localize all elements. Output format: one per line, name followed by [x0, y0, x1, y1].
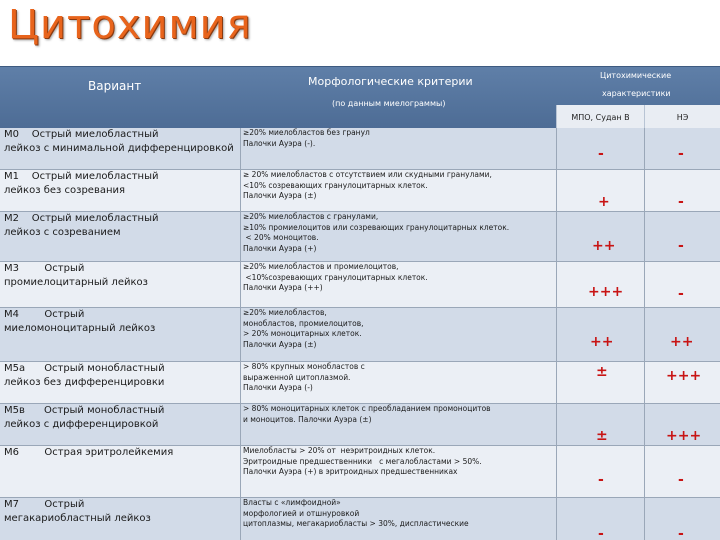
- table-row: [0, 446, 720, 498]
- variant-line: М5а Острый монобластный: [4, 363, 165, 374]
- variant-line: М5в Острый монобластный: [4, 405, 165, 416]
- morph-line: ≥20% миелобластов и промиелоцитов,: [243, 262, 399, 271]
- morph-line: Палочки Ауэра (-).: [243, 138, 316, 148]
- column-divider: [556, 404, 557, 445]
- morph-line: ≥ 20% миелобластов с отсутствием или скудными гранулами,: [243, 170, 492, 179]
- header-morph-subtitle: (по данным миелограммы): [332, 99, 446, 108]
- ne-result: +++: [666, 428, 702, 444]
- mpo-result: +: [598, 194, 610, 210]
- mpo-result: ++: [592, 238, 616, 254]
- ne-result: -: [678, 238, 684, 254]
- morph-line: ≥20% миелобластов,: [243, 308, 327, 317]
- mpo-result: +++: [588, 284, 624, 300]
- ne-result: +++: [666, 368, 702, 384]
- column-divider: [644, 262, 645, 307]
- morph-cell: [240, 212, 540, 262]
- variant-line: лейкоз с дифференцировкой: [4, 419, 159, 430]
- variant-cell: [4, 212, 232, 240]
- morph-line: Власты с «лимфоидной»: [243, 498, 341, 507]
- morph-line: <10% созревающих гранулоцитарных клеток.: [243, 180, 428, 190]
- column-divider: [644, 128, 645, 169]
- morph-line: Палочки Ауэра (++): [243, 283, 323, 292]
- mpo-result: -: [598, 146, 604, 162]
- mpo-result: ±: [596, 428, 608, 444]
- column-divider: [644, 404, 645, 445]
- mpo-result: -: [598, 526, 604, 540]
- variant-line: М0 Острый миелобластный: [4, 129, 159, 140]
- variant-line: М7 Острый: [4, 499, 85, 510]
- morph-line: Палочки Ауэра (-): [243, 383, 313, 392]
- header-ne: НЭ: [644, 105, 720, 129]
- column-divider: [644, 362, 645, 403]
- column-divider: [644, 308, 645, 361]
- variant-line: М3 Острый: [4, 263, 85, 274]
- ne-result: ++: [670, 334, 694, 350]
- variant-line: промиелоцитарный лейкоз: [4, 277, 148, 288]
- table-row: [0, 498, 720, 540]
- variant-line: лейкоз с минимальной дифференцировкой: [4, 143, 234, 154]
- variant-cell: [4, 262, 232, 290]
- morph-cell: [240, 128, 540, 170]
- morph-cell: [240, 446, 540, 498]
- morph-line: ≥10% промиелоцитов или созревающих гранулоцитарных клеток.: [243, 222, 510, 232]
- column-divider: [644, 170, 645, 211]
- column-divider: [556, 128, 557, 169]
- morph-cell: [240, 362, 540, 404]
- table-header: [0, 66, 720, 128]
- variant-cell: [4, 128, 232, 156]
- column-divider: [556, 262, 557, 307]
- column-divider: [556, 446, 557, 497]
- variant-line: лейкоз без дифференцировки: [4, 377, 165, 388]
- morph-line: и моноцитов. Палочки Ауэра (±): [243, 414, 372, 424]
- column-divider: [644, 212, 645, 261]
- mpo-result: ±: [596, 364, 608, 380]
- column-divider: [556, 362, 557, 403]
- table-row: [0, 170, 720, 212]
- morph-line: ≥20% миелобластов с гранулами,: [243, 212, 379, 221]
- ne-result: -: [678, 286, 684, 302]
- morph-cell: [240, 404, 540, 446]
- morph-cell: [240, 170, 540, 212]
- header-morph-criteria: Морфологические критерии: [308, 75, 473, 88]
- mpo-result: -: [598, 472, 604, 488]
- variant-line: М2 Острый миелобластный: [4, 213, 159, 224]
- variant-cell: [4, 404, 232, 432]
- variant-line: лейкоз с созреванием: [4, 227, 121, 238]
- variant-cell: [4, 362, 232, 390]
- variant-cell: [4, 170, 232, 198]
- variant-cell: [4, 308, 232, 336]
- ne-result: -: [678, 472, 684, 488]
- morph-line: > 80% моноцитарных клеток с преобладанием промоноцитов: [243, 404, 491, 413]
- morph-line: Палочки Ауэра (±): [243, 339, 317, 349]
- column-divider: [644, 498, 645, 540]
- morph-cell: [240, 308, 540, 362]
- mpo-result: ++: [590, 334, 614, 350]
- morph-line: монобластов, промиелоцитов,: [243, 318, 364, 328]
- table-row: [0, 128, 720, 170]
- table-row: [0, 212, 720, 262]
- variant-line: лейкоз без созревания: [4, 185, 126, 196]
- column-divider: [556, 498, 557, 540]
- ne-result: -: [678, 146, 684, 162]
- variant-cell: [4, 498, 232, 526]
- column-divider: [556, 170, 557, 211]
- morph-line: цитоплазмы, мегакариобласты > 30%, диспластические: [243, 519, 469, 528]
- morph-line: > 80% крупных монобластов с: [243, 362, 365, 371]
- variant-line: М4 Острый: [4, 309, 85, 320]
- morph-line: Палочки Ауэра (±): [243, 191, 317, 200]
- table-row: [0, 362, 720, 404]
- morph-cell: [240, 262, 540, 308]
- morph-line: > 20% моноцитарных клеток.: [243, 329, 362, 338]
- morph-line: < 20% моноцитов.: [243, 233, 319, 242]
- header-variant: Вариант: [88, 79, 142, 93]
- column-divider: [644, 446, 645, 497]
- morph-line: выраженной цитоплазмой.: [243, 372, 351, 382]
- variant-line: миеломоноцитарный лейкоз: [4, 323, 156, 334]
- page-title: Цитохимия: [8, 2, 252, 48]
- morph-line: ≥20% миелобластов без гранул: [243, 128, 370, 137]
- morph-line: морфологией и отшнуровкой: [243, 508, 360, 518]
- ne-result: -: [678, 194, 684, 210]
- column-divider: [556, 212, 557, 261]
- morph-line: Эритроидные предшественники с мегалобластами > 50%.: [243, 456, 482, 466]
- variant-cell: [4, 446, 232, 460]
- header-cytochem-line2: характеристики: [602, 89, 671, 98]
- morph-line: Палочки Ауэра (+): [243, 243, 317, 253]
- morph-cell: [240, 498, 540, 540]
- variant-line: М6 Острая эритролейкемия: [4, 447, 174, 458]
- morph-line: Палочки Ауэра (+) в эритроидных предшественниках: [243, 467, 458, 476]
- ne-result: -: [678, 526, 684, 540]
- variant-line: М1 Острый миелобластный: [4, 171, 159, 182]
- column-divider: [556, 308, 557, 361]
- morph-line: Миелобласты > 20% от неэритроидных клеток.: [243, 446, 436, 455]
- table-row: [0, 404, 720, 446]
- morph-line: <10%созревающих гранулоцитарных клеток.: [243, 272, 428, 282]
- header-cytochem-line1: Цитохимические: [600, 71, 672, 80]
- variant-line: мегакариобластный лейкоз: [4, 513, 151, 524]
- header-mpo: МПО, Судан В: [556, 105, 644, 129]
